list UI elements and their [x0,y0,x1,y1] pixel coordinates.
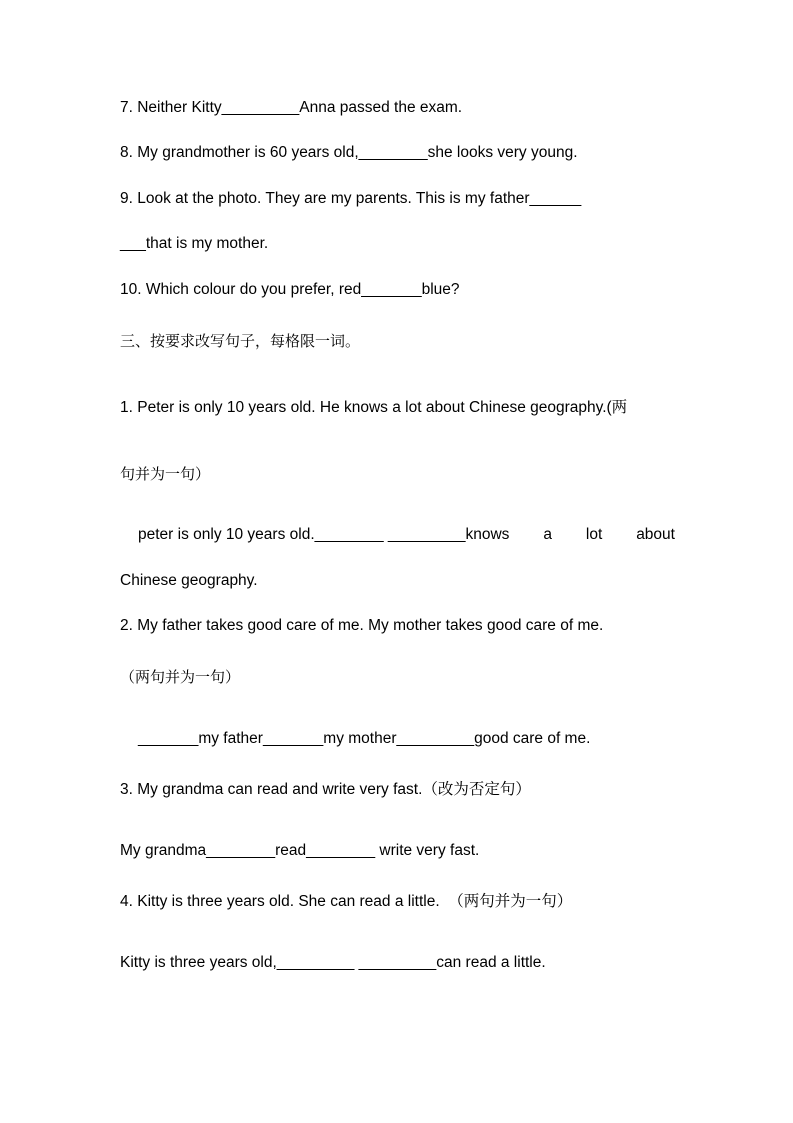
rewrite-4-question: 4. Kitty is three years old. She can read a little. （两句并为一句） [120,893,573,910]
question-7: 7. Neither Kitty_________Anna passed the exam. [120,99,463,116]
rewrite-2-instruction: （两句并为一句） [120,668,241,686]
rewrite-1-answer-part: a [543,526,552,543]
rewrite-1-answer-part: peter is only 10 years old.________ _________knows [138,526,510,543]
rewrite-1-answer-continued: Chinese geography. [120,572,258,589]
rewrite-3-answer: My grandma________read________ write very fast. [120,842,480,859]
question-10: 10. Which colour do you prefer, red_______blue? [120,281,460,298]
question-9-line-1: 9. Look at the photo. They are my parents. This is my father______ [120,190,582,207]
section-3-heading: 三、按要求改写句子，每格限一词。 [120,332,361,350]
rewrite-2-question: 2. My father takes good care of me. My mother takes good care of me. [120,617,604,634]
rewrite-1-answer-part: lot [585,526,603,543]
question-8: 8. My grandmother is 60 years old,________she looks very young. [120,144,578,161]
rewrite-1-instruction: 句并为一句） [120,465,211,483]
rewrite-1-answer [138,525,675,545]
rewrite-4-answer: Kitty is three years old,_________ _________can read a little. [120,954,546,971]
rewrite-3-question: 3. My grandma can read and write very fast.（改为否定句） [120,781,531,798]
rewrite-1-answer-part: about [636,526,675,543]
rewrite-2-answer: _______my father_______my mother_________good care of me. [138,730,591,747]
rewrite-1-question: 1. Peter is only 10 years old. He knows a lot about Chinese geography.(两 [120,399,628,416]
question-9-line-2: ___that is my mother. [120,235,269,252]
